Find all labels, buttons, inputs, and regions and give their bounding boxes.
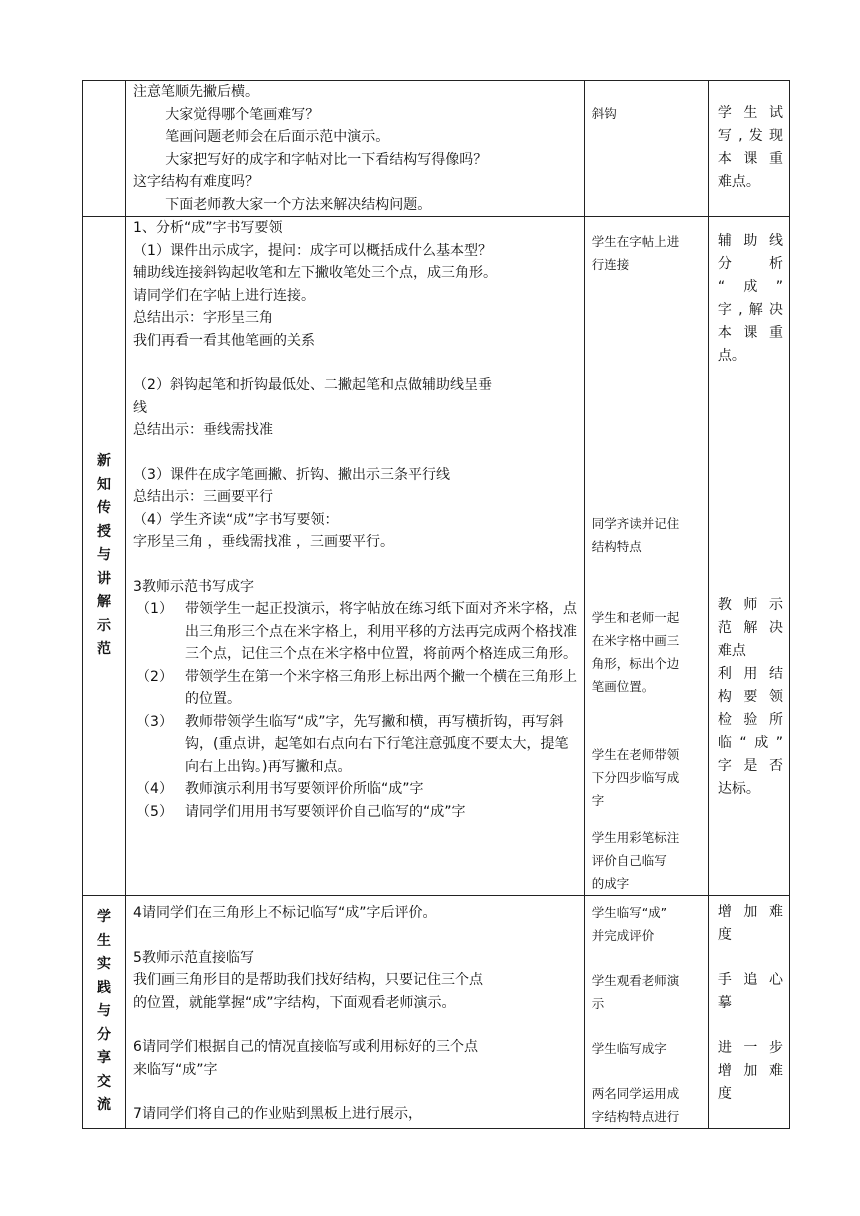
activity-line: 学生用彩笔标注 xyxy=(591,830,680,845)
content-line: 6请同学们根据自己的情况直接临写或利用标好的三个点 xyxy=(133,1039,478,1055)
activity-line: 字结构特点进行 xyxy=(591,1109,680,1124)
step-text: 教师带领学生临写“成”字，先写撇和横，再写横折钩，再写斜钩，(重点讲，起笔如右点向右下行笔注意弧度不要太大，提笔向右上出钩。)再写撇和点。 xyxy=(185,713,569,775)
section-char: 授 xyxy=(97,523,112,540)
numbered-step xyxy=(133,711,579,779)
intent-line: 增加难 xyxy=(717,904,783,920)
section-char: 与 xyxy=(97,1003,112,1020)
step-number: （1） xyxy=(136,601,173,617)
content-line: 大家觉得哪个笔画难写？ xyxy=(165,106,320,123)
step-text: 请同学们用用书写要领评价自己临写的“成”字 xyxy=(185,803,466,820)
table-row xyxy=(83,81,790,217)
content-line: 来临写“成”字 xyxy=(133,1061,218,1078)
content-line: 线 xyxy=(133,399,148,416)
content-line: 5教师示范直接临写 xyxy=(133,949,254,966)
table-row xyxy=(83,896,790,1129)
numbered-step xyxy=(133,666,579,711)
content-line: 4请同学们在三角形上不标记临写“成”字后评价。 xyxy=(133,905,437,921)
step-number: （3） xyxy=(136,713,173,730)
section-label-new-knowledge xyxy=(83,217,126,896)
intent-line: 辅助线 xyxy=(717,233,783,249)
step-number: （4） xyxy=(136,781,173,797)
content-line: 1、分析“成”字书写要领 xyxy=(133,220,283,236)
activity-line: 学生在字帖上进 xyxy=(591,234,680,249)
numbered-step xyxy=(133,598,579,666)
intent-line: 本课重 xyxy=(717,325,783,341)
student-activity-cell xyxy=(584,896,708,1129)
section-char: 交 xyxy=(97,1073,112,1090)
design-intent-cell xyxy=(708,217,789,896)
intent-line: 手追心 xyxy=(717,972,783,988)
teaching-content-cell xyxy=(126,217,585,896)
section-char: 示 xyxy=(97,617,112,634)
intent-line: 字是否 xyxy=(717,758,783,774)
intent-line: 点。 xyxy=(717,348,746,364)
activity-line: 学生观看老师演 xyxy=(591,973,680,988)
step-text: 带领学生一起正投演示，将字帖放在练习纸下面对齐米字格，点出三角形三个点在米字格上，利用平移的方法再完成两个格找准三个点，记住三个点在米字格中位置，将前两个格连成三角形。 xyxy=(185,601,578,662)
section-char: 分 xyxy=(97,1026,112,1043)
intent-line: 度 xyxy=(717,927,732,943)
section-char: 享 xyxy=(97,1050,112,1067)
activity-line: 行连接 xyxy=(591,257,630,272)
content-line: （4）学生齐读“成”字书写要领： xyxy=(133,511,339,528)
intent-line: 达标。 xyxy=(717,781,760,797)
content-line: 下面老师教大家一个方法来解决结构问题。 xyxy=(165,196,432,213)
section-char: 解 xyxy=(97,594,112,611)
activity-line: 学生临写成字 xyxy=(591,1041,667,1056)
content-line: 这字结构有难度吗？ xyxy=(133,174,260,190)
content-line: 我们画三角形目的是帮助我们找好结构，只要记住三个点 xyxy=(133,972,484,988)
content-line: 的位置，就能掌握“成”字结构，下面观看老师演示。 xyxy=(133,994,456,1011)
activity-line: 学生临写“成” xyxy=(591,905,668,920)
content-line: （3）课件在成字笔画撇、折钩、撇出示三条平行线 xyxy=(133,466,450,483)
intent-line: 难点。 xyxy=(717,174,760,190)
activity-line: 字 xyxy=(591,793,605,808)
section-cell-empty xyxy=(83,81,126,217)
content-line: （1）课件出示成字，提问：成字可以概括成什么基本型？ xyxy=(133,242,492,259)
activity-line: 斜钩 xyxy=(591,106,617,121)
content-line: 大家把写好的成字和字帖对比一下看结构写得像吗？ xyxy=(165,151,488,168)
intent-line: 利用结 xyxy=(717,666,783,682)
intent-line: 检验所 xyxy=(717,712,783,728)
step-number: （5） xyxy=(136,803,173,820)
content-line: 笔画问题老师会在后面示范中演示。 xyxy=(165,129,390,145)
intent-line: 摹 xyxy=(717,995,732,1011)
activity-line: 两名同学运用成 xyxy=(591,1086,680,1101)
intent-line: 字,解决 xyxy=(717,302,783,318)
intent-line: 范解决 xyxy=(717,620,783,636)
activity-line: 学生和老师一起 xyxy=(591,610,680,625)
student-activity-cell xyxy=(584,217,708,896)
content-line: 7请同学们将自己的作业贴到黑板上进行展示， xyxy=(133,1106,422,1122)
content-line: （2）斜钩起笔和折钩最低处、二撇起笔和点做辅助线呈垂 xyxy=(133,377,492,393)
content-line: 辅助线连接斜钩起收笔和左下撇收笔处三个点，成三角形。 xyxy=(133,265,498,281)
activity-line: 结构特点 xyxy=(591,539,642,554)
activity-line: 学生在老师带领 xyxy=(591,747,680,762)
section-char: 实 xyxy=(97,956,112,973)
section-char: 讲 xyxy=(97,570,112,587)
content-line: 总结出示：字形呈三角 xyxy=(133,310,274,326)
intent-line: 进一步 xyxy=(717,1040,783,1056)
step-number: （2） xyxy=(136,668,173,685)
content-line: 字形呈三角 ，垂线需找准 ，三画要平行。 xyxy=(133,534,394,550)
section-char: 新 xyxy=(97,453,112,470)
intent-line: 构要领 xyxy=(717,689,783,705)
step-text: 带领学生在第一个米字格三角形上标出两个撇一个横在三角形上的位置。 xyxy=(185,668,578,707)
activity-line: 的成字 xyxy=(591,876,630,891)
numbered-step xyxy=(133,778,579,801)
activity-line: 角形，标出个边 xyxy=(591,656,680,671)
section-label-student-practice xyxy=(83,896,126,1129)
intent-line: 本课重 xyxy=(717,151,783,167)
intent-line: 分 析 xyxy=(717,256,783,272)
activity-line: 在米字格中画三 xyxy=(591,633,680,648)
intent-line: 度 xyxy=(717,1086,732,1102)
content-line: 总结出示：垂线需找准 xyxy=(133,422,274,438)
teaching-content-cell xyxy=(126,81,585,217)
activity-line: 并完成评价 xyxy=(591,928,655,943)
activity-line: 下分四步临写成 xyxy=(591,770,680,785)
activity-line: 示 xyxy=(591,996,605,1011)
section-char: 范 xyxy=(97,641,112,658)
intent-line: “成” xyxy=(717,279,783,295)
section-char: 生 xyxy=(97,932,112,949)
intent-line: 教师示 xyxy=(717,597,783,613)
section-char: 学 xyxy=(97,909,112,926)
section-char: 践 xyxy=(97,979,112,996)
table-row xyxy=(83,217,790,896)
section-char: 流 xyxy=(97,1097,112,1114)
content-line: 注意笔顺先撇后横。 xyxy=(133,84,260,100)
intent-line: 难点 xyxy=(717,643,746,659)
activity-line: 评价自己临写 xyxy=(591,853,667,868)
intent-line: 写,发现 xyxy=(717,128,783,144)
student-activity-cell xyxy=(584,81,708,217)
design-intent-cell xyxy=(708,896,789,1129)
lesson-plan-table xyxy=(82,80,790,1129)
numbered-step xyxy=(133,801,579,824)
intent-line: 学生试 xyxy=(717,105,783,121)
section-char: 与 xyxy=(97,547,112,564)
intent-line: 增加难 xyxy=(717,1063,783,1079)
design-intent-cell xyxy=(708,81,789,217)
step-text: 教师演示利用书写要领评价所临“成”字 xyxy=(185,781,424,797)
content-line: 我们再看一看其他笔画的关系 xyxy=(133,332,316,349)
content-line: 请同学们在字帖上进行连接。 xyxy=(133,287,316,304)
teaching-content-cell xyxy=(126,896,585,1129)
content-line: 3教师示范书写成字 xyxy=(133,578,254,595)
section-char: 传 xyxy=(97,500,112,517)
activity-line: 同学齐读并记住 xyxy=(591,516,680,531)
section-char: 知 xyxy=(97,476,112,493)
intent-line: 临“成” xyxy=(717,735,783,751)
activity-line: 笔画位置。 xyxy=(591,679,655,694)
content-line: 总结出示：三画要平行 xyxy=(133,489,274,505)
